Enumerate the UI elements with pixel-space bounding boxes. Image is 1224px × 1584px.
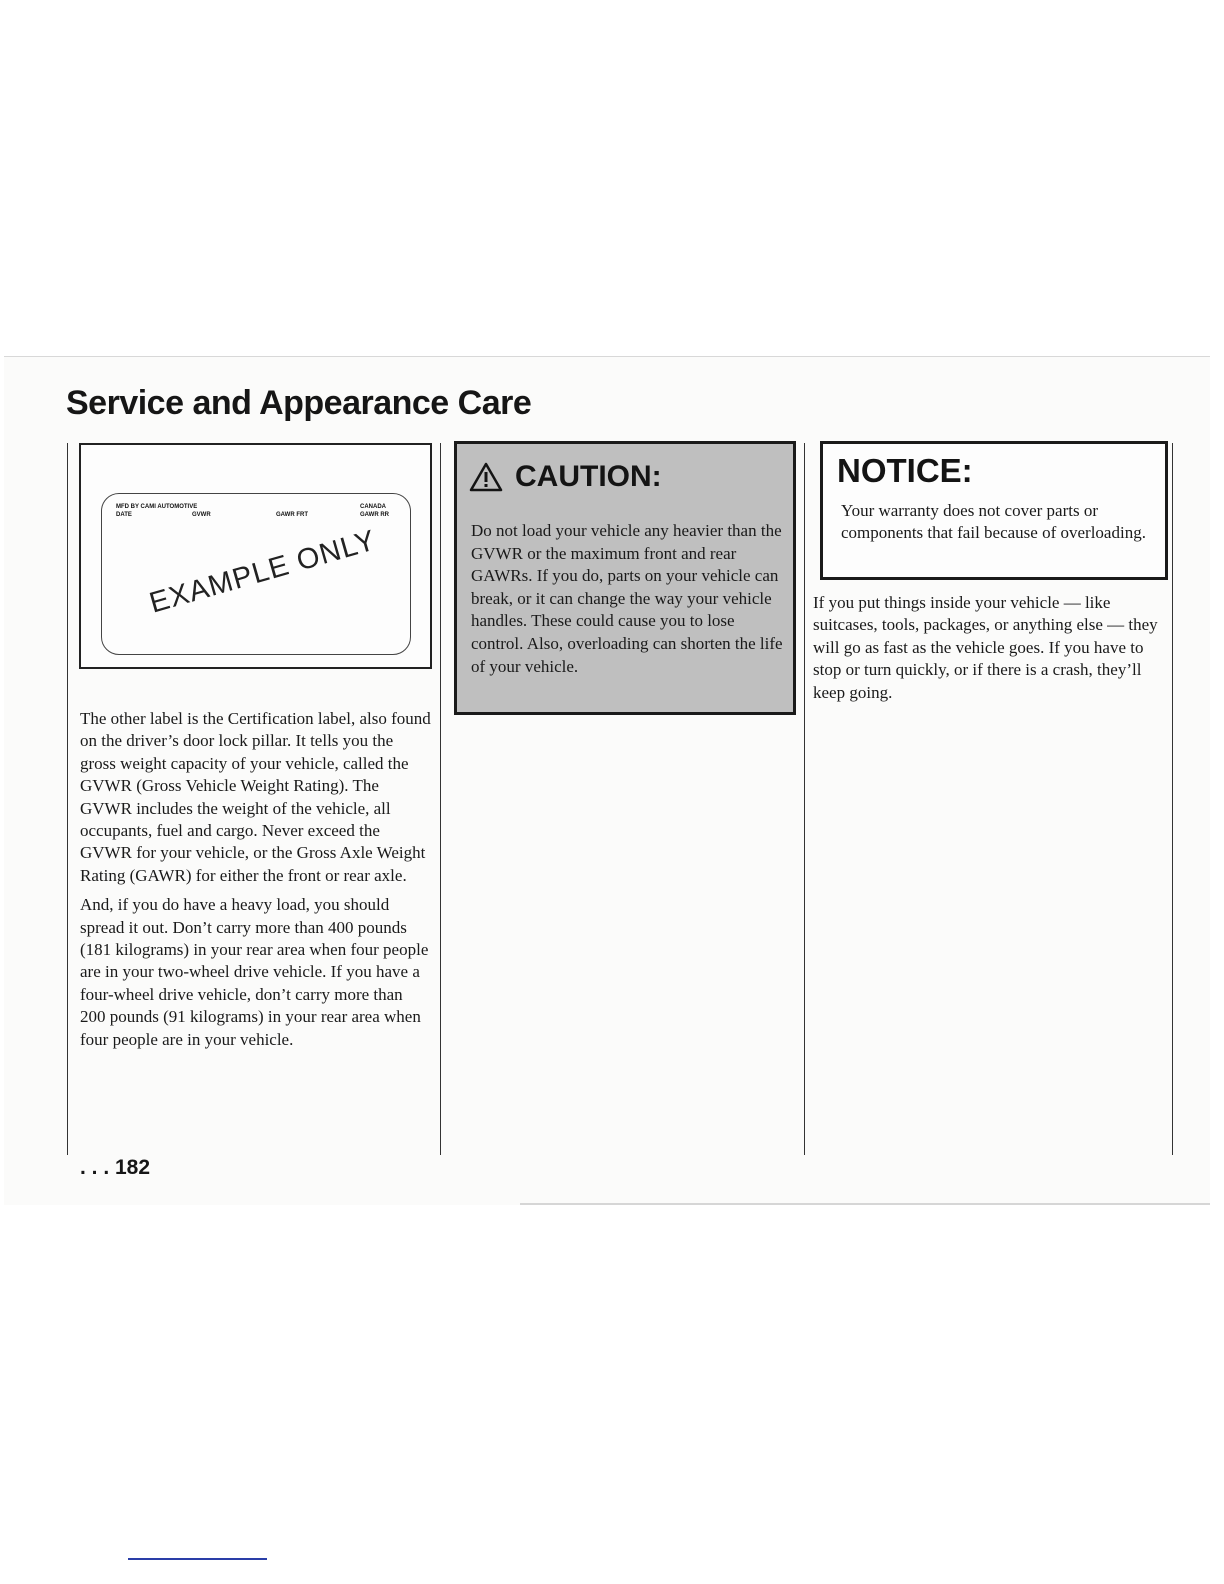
column-rule-right — [1172, 443, 1173, 1155]
caution-heading-row — [469, 460, 662, 494]
paragraph-certification-label: The other label is the Certification label, also found on the driver’s door lock pillar. It tells you the gross weight capacity of your vehicle, called the GVWR (Gross Vehicle Weight Rating). The GVWR includes the weight of the vehicle, all occupants, fuel and cargo. Never exceed the GVWR for your vehicle, or the Gross Axle Weight Rating (GAWR) for either the front or rear axle. — [80, 709, 431, 885]
label-gvwr-field: GVWR — [192, 512, 211, 518]
label-date-field: DATE — [116, 512, 132, 518]
label-gawr-rear-field: GAWR RR — [360, 512, 389, 518]
footer-link-underline — [128, 1558, 267, 1560]
warning-triangle-icon — [469, 462, 503, 492]
certification-label-card — [101, 493, 411, 655]
right-column-text — [813, 592, 1163, 711]
label-manufacturer-text: MFD BY CAMI AUTOMOTIVE — [116, 504, 198, 510]
column-rule-left — [67, 443, 68, 1155]
page-edge-line — [520, 1203, 1210, 1205]
caution-heading: CAUTION: — [515, 460, 662, 493]
page-title: Service and Appearance Care — [66, 384, 532, 422]
paragraph-loose-items: If you put things inside your vehicle — like suitcases, tools, packages, or anything else — they will go as fast as the vehicle goes. If you have to stop or turn quickly, or if there is a crash, they’ll keep going. — [813, 593, 1158, 702]
notice-box — [820, 441, 1168, 580]
caution-box — [454, 441, 796, 715]
label-country-text: CANADA — [360, 504, 386, 510]
caution-text: Do not load your vehicle any heavier than the GVWR or the maximum front and rear GAWRs. If you do, parts on your vehicle can break, or it can change the way your vehicle handles. These could cause you to lose control. Also, overloading can shorten the life of your vehicle. — [471, 521, 783, 676]
left-column-text — [80, 708, 432, 1058]
label-gawr-front-field: GAWR FRT — [276, 512, 308, 518]
page-number: . . . 182 — [80, 1156, 151, 1179]
notice-text: Your warranty does not cover parts or components that fail because of overloading. — [841, 501, 1146, 543]
column-rule-middle-right — [804, 443, 805, 1155]
example-only-watermark: EXAMPLE ONLY — [145, 524, 380, 620]
paragraph-heavy-load: And, if you do have a heavy load, you should spread it out. Don’t carry more than 400 pounds (181 kilograms) in your rear area when four people are in your two-wheel drive vehicle. If you have a four-wheel drive vehicle, don’t carry more than 200 pounds (91 kilograms) in your rear area when four people are in your vehicle. — [80, 895, 429, 1049]
certification-label-figure — [79, 443, 432, 669]
column-rule-middle-left — [440, 443, 441, 1155]
notice-heading: NOTICE: — [837, 452, 973, 489]
